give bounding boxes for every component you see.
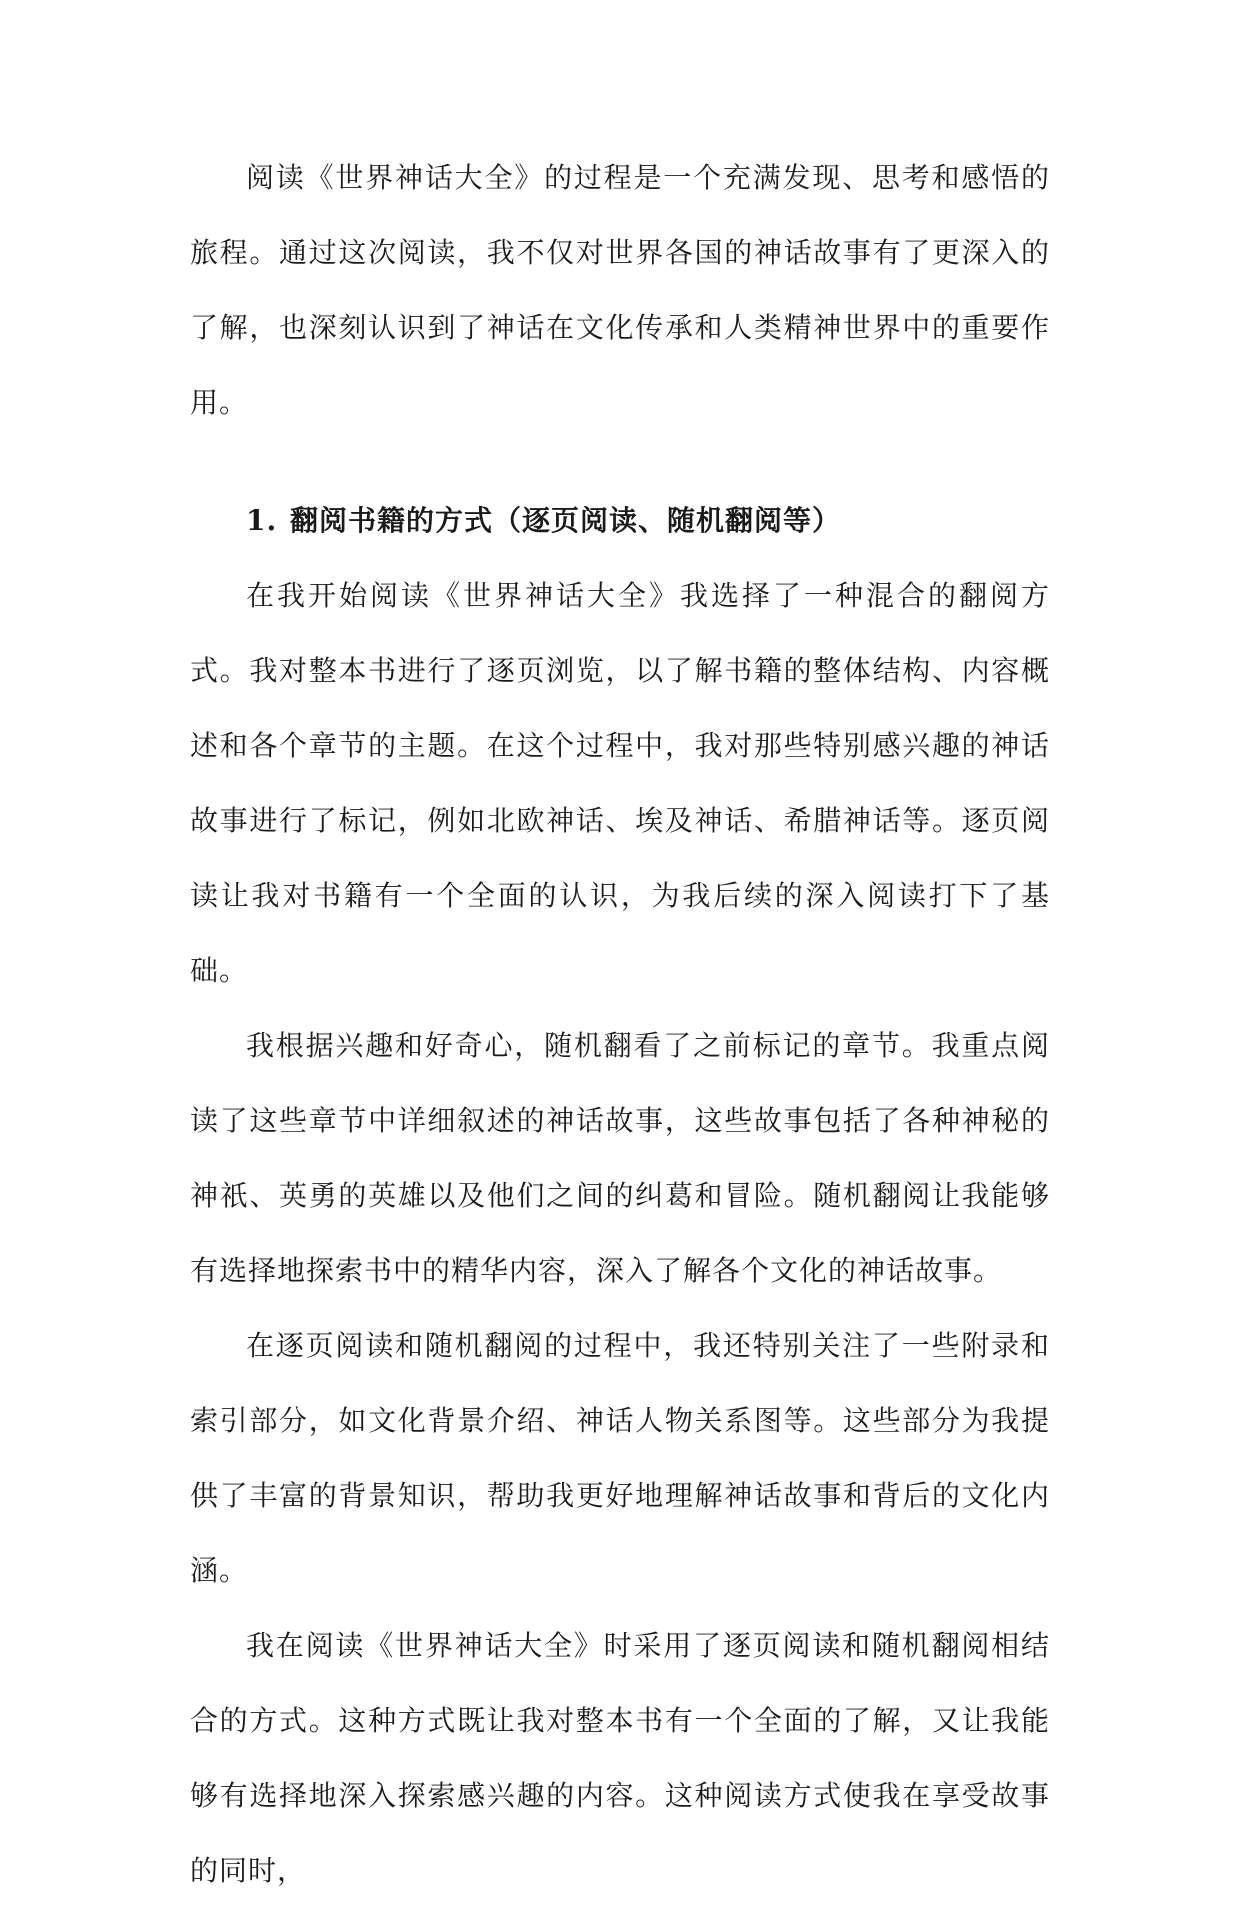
document-body [190, 140, 1050, 1908]
intro-paragraph: 阅读《世界神话大全》的过程是一个充满发现、思考和感悟的旅程。通过这次阅读，我不仅对世界各国的神话故事有了更深入的了解，也深刻认识到了神话在文化传承和人类精神世界中的重要作用。 [190, 161, 1050, 419]
body-paragraph-1: 在我开始阅读《世界神话大全》我选择了一种混合的翻阅方式。我对整本书进行了逐页浏览，以了解书籍的整体结构、内容概述和各个章节的主题。在这个过程中，我对那些特别感兴趣的神话故事进行了标记，例如北欧神话、埃及神话、希腊神话等。逐页阅读让我对书籍有一个全面的认识，为我后续的深入阅读打下了基础。 [190, 579, 1050, 987]
section-number: 1. [246, 504, 278, 537]
body-paragraph-4: 我在阅读《世界神话大全》时采用了逐页阅读和随机翻阅相结合的方式。这种方式既让我对整本书有一个全面的了解，又让我能够有选择地深入探索感兴趣的内容。这种阅读方式使我在享受故事的同时， [190, 1629, 1050, 1887]
body-paragraph-3: 在逐页阅读和随机翻阅的过程中，我还特别关注了一些附录和索引部分，如文化背景介绍、神话人物关系图等。这些部分为我提供了丰富的背景知识，帮助我更好地理解神话故事和背后的文化内涵。 [190, 1329, 1050, 1587]
section-title: 翻阅书籍的方式（逐页阅读、随机翻阅等） [290, 504, 842, 537]
section-heading [190, 483, 1050, 558]
body-paragraph-2: 我根据兴趣和好奇心，随机翻看了之前标记的章节。我重点阅读了这些章节中详细叙述的神话故事，这些故事包括了各种神秘的神祇、英勇的英雄以及他们之间的纠葛和冒险。随机翻阅让我能够有选择地探索书中的精华内容，深入了解各个文化的神话故事。 [190, 1029, 1050, 1287]
